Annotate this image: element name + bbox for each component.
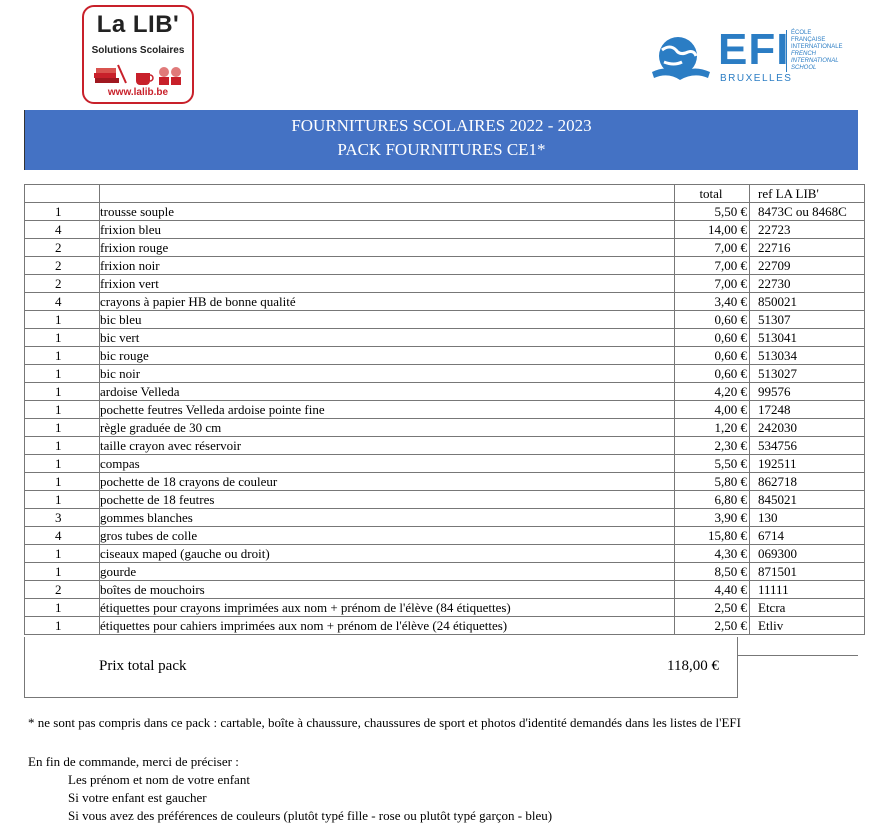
table-row (25, 203, 865, 221)
row-total: 7,00 € (675, 239, 750, 257)
row-item: frixion bleu (100, 221, 675, 239)
row-total: 3,90 € (675, 509, 750, 527)
row-total: 4,20 € (675, 383, 750, 401)
row-qty: 2 (25, 239, 100, 257)
row-ref: 22730 (750, 275, 865, 293)
row-item: étiquettes pour crayons imprimées aux nom + prénom de l'élève (84 étiquettes) (100, 599, 675, 617)
row-item: ciseaux maped (gauche ou droit) (100, 545, 675, 563)
table-row (25, 509, 865, 527)
row-item: frixion vert (100, 275, 675, 293)
row-qty: 1 (25, 617, 100, 635)
table-row (25, 347, 865, 365)
row-qty: 1 (25, 455, 100, 473)
table-row (25, 365, 865, 383)
school-supplies-icon (92, 63, 186, 85)
table-row (25, 293, 865, 311)
header-qty (25, 185, 100, 203)
row-item: boîtes de mouchoirs (100, 581, 675, 599)
efi-logo (648, 25, 848, 88)
instructions-intro: En fin de commande, merci de préciser : (28, 754, 239, 769)
row-qty: 2 (25, 581, 100, 599)
table-row (25, 257, 865, 275)
row-ref: 22716 (750, 239, 865, 257)
table-row (25, 563, 865, 581)
title-banner (24, 110, 858, 170)
order-instructions (28, 753, 552, 825)
row-ref: 534756 (750, 437, 865, 455)
table-row (25, 599, 865, 617)
table-row (25, 221, 865, 239)
row-qty: 1 (25, 203, 100, 221)
efi-side-line: FRANÇAISE (791, 37, 826, 43)
row-ref: Etliv (750, 617, 865, 635)
row-total: 5,50 € (675, 455, 750, 473)
row-ref: 11111 (750, 581, 865, 599)
row-item: compas (100, 455, 675, 473)
row-total: 2,30 € (675, 437, 750, 455)
row-item: étiquettes pour cahiers imprimées aux nom + prénom de l'élève (24 étiquettes) (100, 617, 675, 635)
header-item (100, 185, 675, 203)
row-ref: 513034 (750, 347, 865, 365)
efi-side-line: INTERNATIONAL (791, 58, 839, 64)
row-total: 2,50 € (675, 617, 750, 635)
row-total: 4,40 € (675, 581, 750, 599)
row-qty: 1 (25, 365, 100, 383)
row-total: 2,50 € (675, 599, 750, 617)
efi-logo-sidetext (786, 30, 855, 72)
lalib-logo-url: www.lalib.be (107, 87, 169, 98)
efi-side-line: SCHOOL (791, 65, 817, 71)
row-total: 8,50 € (675, 563, 750, 581)
row-qty: 3 (25, 509, 100, 527)
table-row (25, 419, 865, 437)
table-row (25, 473, 865, 491)
row-qty: 4 (25, 293, 100, 311)
table-row (25, 329, 865, 347)
row-total: 1,20 € (675, 419, 750, 437)
row-qty: 1 (25, 437, 100, 455)
row-ref: 862718 (750, 473, 865, 491)
row-item: gourde (100, 563, 675, 581)
row-total: 0,60 € (675, 329, 750, 347)
row-total: 5,50 € (675, 203, 750, 221)
table-row (25, 617, 865, 635)
row-total: 4,30 € (675, 545, 750, 563)
row-qty: 4 (25, 221, 100, 239)
row-ref: 6714 (750, 527, 865, 545)
instruction-line: Si vous avez des préférences de couleurs (plutôt typé fille - rose ou plutôt typé garçon - bleu) (68, 808, 553, 823)
row-total: 6,80 € (675, 491, 750, 509)
row-ref: Etcra (750, 599, 865, 617)
row-qty: 2 (25, 275, 100, 293)
row-total: 15,80 € (675, 527, 750, 545)
lalib-logo-subtitle: Solutions Scolaires (91, 45, 185, 56)
total-label: Prix total pack (99, 658, 187, 674)
row-qty: 1 (25, 347, 100, 365)
row-item: gros tubes de colle (100, 527, 675, 545)
table-row (25, 491, 865, 509)
row-total: 5,80 € (675, 473, 750, 491)
table-row (25, 275, 865, 293)
row-ref: 850021 (750, 293, 865, 311)
row-item: frixion noir (100, 257, 675, 275)
row-ref: 51307 (750, 311, 865, 329)
row-item: bic vert (100, 329, 675, 347)
banner-title: FOURNITURES SCOLAIRES 2022 - 2023 (291, 116, 592, 135)
row-ref: 8473C ou 8468C (750, 203, 865, 221)
row-total: 4,00 € (675, 401, 750, 419)
efi-side-line: FRENCH (791, 51, 816, 57)
row-ref: 99576 (750, 383, 865, 401)
table-row (25, 401, 865, 419)
divider (738, 655, 858, 656)
row-total: 7,00 € (675, 257, 750, 275)
instruction-line: Si votre enfant est gaucher (68, 790, 207, 805)
total-value: 118,00 € (667, 658, 719, 674)
exclusion-note: * ne sont pas compris dans ce pack : cartable, boîte à chaussure, chaussures de sport et photos d'identité demandés dans les listes de l'EFI (28, 715, 741, 730)
table-row (25, 545, 865, 563)
total-box (24, 637, 738, 698)
row-item: pochette de 18 crayons de couleur (100, 473, 675, 491)
row-qty: 1 (25, 563, 100, 581)
table-row (25, 383, 865, 401)
row-qty: 1 (25, 311, 100, 329)
row-ref: 513041 (750, 329, 865, 347)
table-row (25, 311, 865, 329)
row-ref: 242030 (750, 419, 865, 437)
row-item: pochette feutres Velleda ardoise pointe fine (100, 401, 675, 419)
row-item: pochette de 18 feutres (100, 491, 675, 509)
instruction-line: Les prénom et nom de votre enfant (68, 772, 250, 787)
row-item: bic bleu (100, 311, 675, 329)
row-qty: 1 (25, 401, 100, 419)
row-ref: 871501 (750, 563, 865, 581)
row-ref: 130 (750, 509, 865, 527)
supplies-table (24, 184, 865, 635)
lalib-logo-title: La LIB' (96, 11, 180, 38)
efi-logo-city: BRUXELLES (720, 73, 793, 84)
row-total: 3,40 € (675, 293, 750, 311)
row-qty: 2 (25, 257, 100, 275)
table-row (25, 239, 865, 257)
row-qty: 1 (25, 545, 100, 563)
row-total: 0,60 € (675, 365, 750, 383)
row-total: 0,60 € (675, 311, 750, 329)
banner-subtitle: PACK FOURNITURES CE1* (337, 140, 546, 159)
lalib-logo (82, 5, 194, 104)
row-qty: 1 (25, 419, 100, 437)
row-ref: 069300 (750, 545, 865, 563)
row-qty: 1 (25, 599, 100, 617)
row-total: 0,60 € (675, 347, 750, 365)
row-qty: 4 (25, 527, 100, 545)
row-item: gommes blanches (100, 509, 675, 527)
row-ref: 192511 (750, 455, 865, 473)
table-row (25, 455, 865, 473)
row-item: bic noir (100, 365, 675, 383)
row-ref: 513027 (750, 365, 865, 383)
row-item: bic rouge (100, 347, 675, 365)
row-qty: 1 (25, 473, 100, 491)
row-total: 14,00 € (675, 221, 750, 239)
row-item: frixion rouge (100, 239, 675, 257)
row-item: taille crayon avec réservoir (100, 437, 675, 455)
row-qty: 1 (25, 491, 100, 509)
efi-side-line: ÉCOLE (791, 30, 812, 36)
row-item: ardoise Velleda (100, 383, 675, 401)
row-ref: 845021 (750, 491, 865, 509)
row-item: règle graduée de 30 cm (100, 419, 675, 437)
row-item: crayons à papier HB de bonne qualité (100, 293, 675, 311)
table-header-row (25, 185, 865, 203)
header-total: total (675, 185, 750, 203)
header-ref: ref LA LIB' (750, 185, 865, 203)
row-ref: 22709 (750, 257, 865, 275)
efi-logo-word: EFI (718, 25, 790, 74)
table-row (25, 581, 865, 599)
globe-book-icon (648, 34, 714, 82)
row-total: 7,00 € (675, 275, 750, 293)
row-ref: 17248 (750, 401, 865, 419)
table-row (25, 437, 865, 455)
table-row (25, 527, 865, 545)
row-ref: 22723 (750, 221, 865, 239)
row-qty: 1 (25, 383, 100, 401)
efi-side-line: INTERNATIONALE (791, 44, 843, 50)
row-qty: 1 (25, 329, 100, 347)
row-item: trousse souple (100, 203, 675, 221)
